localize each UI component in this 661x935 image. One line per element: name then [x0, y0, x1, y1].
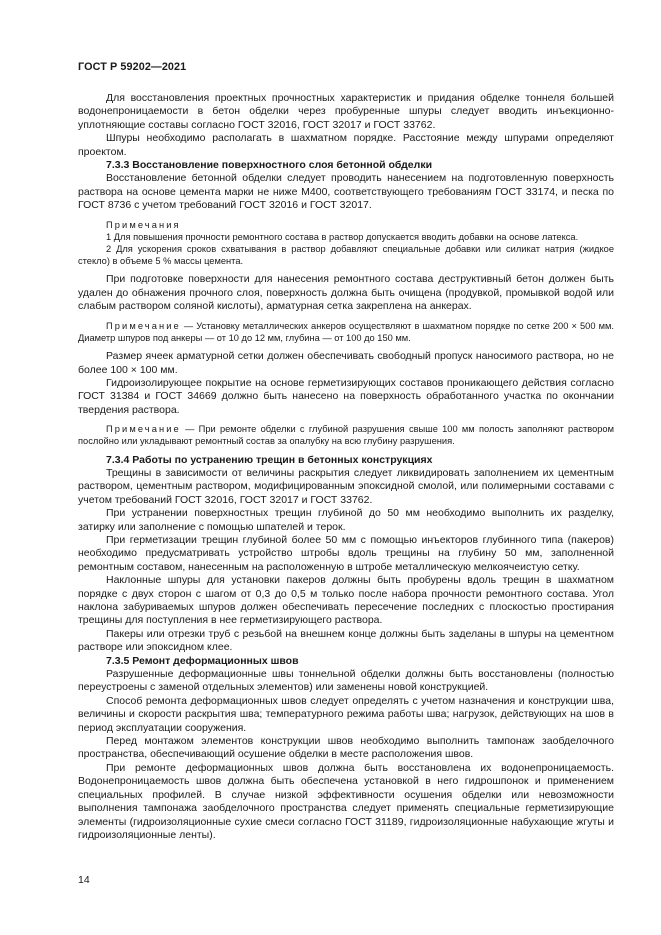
note-item-2: 2 Для ускорения сроков схватывания в раствор добавляют специальные добавки или силикат натрия (жидкое стекло) в объеме 5 % массы цемента. — [78, 244, 614, 267]
paragraph: Шпуры необходимо располагать в шахматном порядке. Расстояние между шпурами определяют проектом. — [78, 132, 614, 158]
paragraph: Для восстановления проектных прочностных характеристик и придания обделке тоннеля большей водонепроницаемости в бетон обделки через пробуренные шпуры следует вводить инъекционно-уплотняющие составы согласно ГОСТ 32016, ГОСТ 32017 и ГОСТ 33762. — [78, 92, 614, 131]
note-text: — Установку металлических анкеров осуществляют в шахматном порядке по сетке 200 × 500 мм. Диаметр шпуров под анкеры — от 10 до 12 мм, глубина — от 100 до 150 мм. — [78, 320, 614, 343]
page-header-standard-code: ГОСТ Р 59202—2021 — [78, 61, 187, 73]
paragraph: Размер ячеек арматурной сетки должен обеспечивать свободный пропуск наносимого раствора, но не более 100 × 100 мм. — [78, 350, 614, 376]
section-heading-7-3-4: 7.3.4 Работы по устранению трещин в бетонных конструкциях — [106, 453, 433, 466]
paragraph: Перед монтажом элементов конструкции швов необходимо выполнить тампонаж заобделочного пространства, обеспечивающий осушение обделки в месте расположения швов. — [78, 735, 614, 761]
paragraph: Восстановление бетонной обделки следует проводить нанесением на подготовленную поверхность раствора на основе цемента марки не ниже М400, соответствующего требованиям ГОСТ 33174, и песка по ГОСТ 8736 с учетом требований ГОСТ 32016 и ГОСТ 32017. — [78, 172, 614, 212]
notes-title — [78, 219, 614, 231]
document-body — [78, 92, 614, 842]
note-label: Примечание — [106, 424, 181, 435]
paragraph: При ремонте деформационных швов должна быть восстановлена их водонепроницаемость. Водонепроницаемость швов должна быть обеспечена установкой в него гидрошпонок и применением специальных профилей. В случае низкой эффективности осушения обделки или невозможности выполнения тампонажа заобделочного пространства следует применять специальные герметизирующие элементы (гидроизоляционные сухие смеси согласно ГОСТ 31189, гидроизоляционные набухающие жгуты и гидроизоляционные ленты). — [78, 761, 614, 841]
paragraph: При герметизации трещин глубиной более 50 мм с помощью инъекторов глубинного типа (пакеров) необходимо предусматривать устройство штробы вдоль трещины на глубину 50 мм, заполненной ремонтным составом, нанесенным на расположенную в штробе металлическую мелкоячеистую сетку. — [78, 533, 614, 573]
section-heading-7-3-3: 7.3.3 Восстановление поверхностного слоя бетонной обделки — [106, 159, 433, 172]
paragraph: Способ ремонта деформационных швов следует определять с учетом назначения и конструкции шва, величины и скорости раскрытия шва; температурного режима работы шва; нагрузок, действующих на шов в период эксплуатации сооружения. — [78, 694, 614, 734]
paragraph: При подготовке поверхности для нанесения ремонтного состава деструктивный бетон должен быть удален до обнажения прочного слоя, поверхность должна быть очищена (продувкой, промывкой водой или слабым раствором соляной кислоты), арматурная сетка закреплена на анкерах. — [78, 273, 614, 313]
paragraph: Пакеры или отрезки труб с резьбой на внешнем конце должны быть заделаны в шпуры на цементном растворе или эпоксидном клее. — [78, 627, 614, 654]
note-text: — При ремонте обделки с глубиной разрушения свыше 100 мм полость заполняют раствором послойно или укладывают ремонтный состав за опалубку на всю глубину разрушения. — [78, 424, 614, 447]
notes-title-text: Примечания — [106, 219, 181, 230]
paragraph: Трещины в зависимости от величины раскрытия следует ликвидировать заполнением их цементным раствором, цементным раствором, модифицированным эпоксидной смолой, или полимерными составами с учетом требований ГОСТ 32016, ГОСТ 32017 и ГОСТ 33762. — [78, 466, 614, 506]
paragraph: Наклонные шпуры для установки пакеров должны быть пробурены вдоль трещин в шахматном порядке с двух сторон с шагом от 0,3 до 0,5 м только после набора прочности ремонтного состава. Угол наклона забуриваемых шпуров должен обеспечивать пересечение последних с плоскостью простирания трещины для поступления в нее герметизирующего раствора. — [78, 574, 614, 627]
note-repair-depth — [78, 423, 614, 447]
paragraph: При устранении поверхностных трещин глубиной до 50 мм необходимо выполнить их разделку, затирку или заполнение с помощью шпателей и терок. — [78, 507, 614, 533]
paragraph: Разрушенные деформационные швы тоннельной обделки должны быть восстановлены (полностью переустроены с заменой отдельных элементов) или заменены новой конструкцией. — [78, 668, 614, 694]
note-anchors — [78, 320, 614, 344]
note-label: Примечание — [106, 320, 181, 331]
section-heading-7-3-5: 7.3.5 Ремонт деформационных швов — [106, 654, 299, 667]
note-item-1: 1 Для повышения прочности ремонтного состава в раствор допускается вводить добавки на основе латекса. — [106, 231, 579, 242]
paragraph: Гидроизолирующее покрытие на основе герметизирующих составов проникающего действия согласно ГОСТ 31384 и ГОСТ 34669 должно быть нанесено на поверхность обработанного участка по окончании твердения раствора. — [78, 376, 614, 416]
page-number: 14 — [78, 874, 90, 886]
